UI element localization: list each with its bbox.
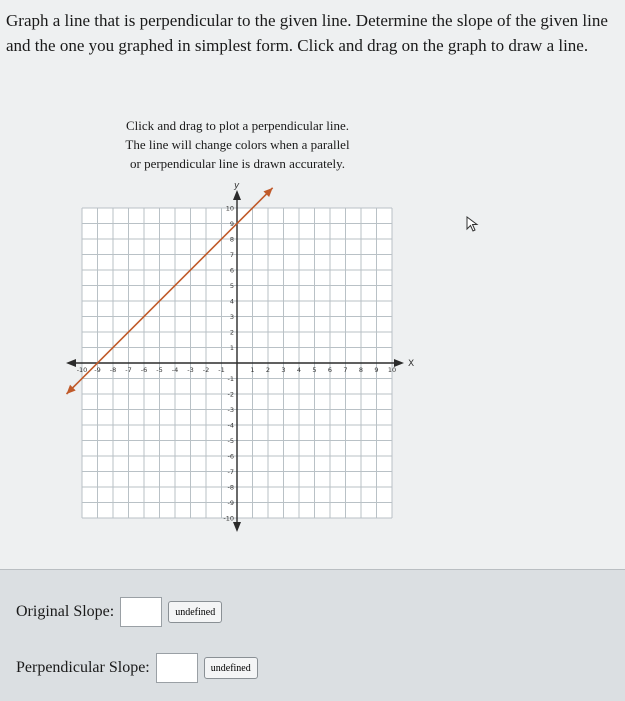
y-tick-label: -9 xyxy=(227,499,234,507)
y-tick-label: -10 xyxy=(223,514,234,523)
graph-instructions xyxy=(100,116,375,173)
y-tick-label: -8 xyxy=(227,483,234,492)
x-tick-label: -10 xyxy=(76,366,88,374)
original-slope-label: Original Slope: xyxy=(16,603,115,620)
original-slope-row xyxy=(16,597,222,627)
x-tick-label: 6 xyxy=(327,366,333,374)
y-tick-label: -2 xyxy=(227,390,234,399)
y-axis-label: y xyxy=(234,181,240,191)
original-slope-input[interactable] xyxy=(120,597,162,627)
instruction-line-3: or perpendicular line is drawn accurately. xyxy=(129,156,345,171)
x-tick-label: 4 xyxy=(296,366,302,374)
y-tick-label: 10 xyxy=(225,204,234,213)
x-tick-label: -9 xyxy=(94,366,101,374)
x-tick-label: 3 xyxy=(281,366,286,374)
mouse-cursor-icon xyxy=(466,216,480,232)
x-tick-label: -3 xyxy=(187,366,194,374)
original-undefined-button[interactable]: undefined xyxy=(168,601,222,623)
x-tick-label: -1 xyxy=(218,366,225,374)
y-tick-label: 1 xyxy=(229,344,234,352)
instruction-line-2: The line will change colors when a parallel xyxy=(125,137,350,152)
x-tick-label: 8 xyxy=(358,366,364,374)
perpendicular-undefined-button[interactable]: undefined xyxy=(204,657,258,679)
x-axis-left-arrow-icon xyxy=(66,359,76,367)
y-tick-label: 5 xyxy=(229,282,234,290)
x-tick-label: 5 xyxy=(312,366,317,374)
perpendicular-slope-label: Perpendicular Slope: xyxy=(16,659,150,676)
x-tick-label: 1 xyxy=(250,366,255,374)
y-tick-label: 6 xyxy=(229,266,234,275)
y-tick-label: -6 xyxy=(227,452,234,461)
perpendicular-slope-input[interactable] xyxy=(156,653,198,683)
y-tick-label: -3 xyxy=(227,406,234,414)
x-tick-label: 7 xyxy=(343,366,348,374)
y-tick-label: 8 xyxy=(229,235,234,244)
perpendicular-slope-row xyxy=(16,653,258,683)
y-tick-label: 4 xyxy=(229,297,234,306)
y-tick-label: -7 xyxy=(227,468,234,476)
answer-panel xyxy=(0,569,625,701)
y-tick-label: 2 xyxy=(229,328,234,337)
question-text: Graph a line that is perpendicular to the given line. Determine the slope of the given line and the one you graphed in simplest form. Click and drag on the graph to draw a line. xyxy=(6,11,608,55)
instruction-line-1: Click and drag to plot a perpendicular line. xyxy=(125,118,350,133)
x-tick-label: 2 xyxy=(265,366,271,374)
x-tick-label: -8 xyxy=(109,366,117,374)
y-tick-label: 7 xyxy=(229,251,234,259)
x-tick-label: -6 xyxy=(140,366,148,374)
y-tick-label: 9 xyxy=(229,220,234,228)
x-tick-label: 10 xyxy=(387,366,397,374)
y-axis-up-arrow-icon xyxy=(233,190,241,200)
y-tick-label: -1 xyxy=(227,375,234,383)
y-tick-label: -5 xyxy=(227,437,234,445)
y-tick-label: 3 xyxy=(229,313,234,321)
x-tick-label: -2 xyxy=(202,366,210,374)
y-tick-label: -4 xyxy=(227,421,234,430)
y-axis-down-arrow-icon xyxy=(233,522,241,532)
x-axis-label: X xyxy=(408,359,415,369)
x-tick-label: 9 xyxy=(374,366,379,374)
x-tick-label: -7 xyxy=(125,366,132,374)
coordinate-graph[interactable] xyxy=(60,176,420,542)
x-tick-label: -5 xyxy=(156,366,163,374)
x-tick-label: -4 xyxy=(171,366,179,374)
